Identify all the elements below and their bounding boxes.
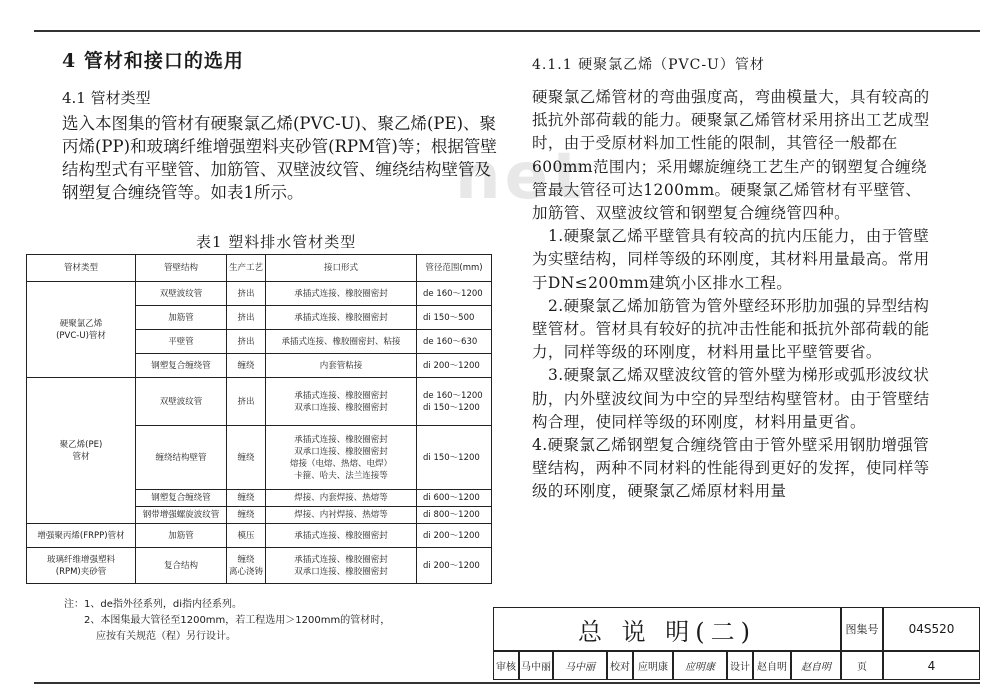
cell-joint: 承插式连接、橡胶圈密封 (266, 306, 417, 330)
cell-structure: 复合结构 (136, 548, 227, 584)
subsection-heading: 4.1 管材类型 (62, 89, 151, 107)
cell-process: 缠绕 (227, 426, 266, 490)
cell-process: 挤出 (227, 282, 266, 306)
reviewer-name: 马中丽 (519, 651, 553, 680)
cell-structure: 缠绕结构壁管 (136, 426, 227, 490)
table-title: 表1 塑料排水管材类型 (196, 233, 357, 251)
cell-range: de 160～630 (417, 330, 492, 354)
checker-signature: 应明康 (673, 651, 727, 680)
cell-structure: 钢塑复合缠绕管 (136, 490, 227, 507)
reviewer-signature: 马中丽 (553, 651, 607, 680)
group-pe: 聚乙烯(PE) 管材 (27, 378, 136, 524)
col-header-range: 管径范围(mm) (417, 255, 492, 282)
table-row (27, 548, 492, 584)
table-row (27, 378, 492, 426)
cell-joint: 承插式连接、橡胶圈密封 (266, 524, 417, 548)
review-label: 审核 (493, 651, 519, 680)
cell-joint: 承插式连接、橡胶圈密封 双承口连接、橡胶圈密封 (266, 548, 417, 584)
cell-structure: 钢带增强螺旋波纹管 (136, 507, 227, 524)
left-column (62, 46, 502, 204)
col-header-structure: 管壁结构 (136, 255, 227, 282)
col-header-type: 管材类型 (27, 255, 136, 282)
table-notes (64, 597, 390, 645)
cell-process: 缠绕 (227, 354, 266, 378)
table-row (27, 282, 492, 306)
col-header-process: 生产工艺 (227, 255, 266, 282)
subsubsection-heading: 4.1.1 硬聚氯乙烯（PVC-U）管材 (532, 57, 765, 73)
body-paragraph: 2.硬聚氯乙烯加筋管为管外壁经环形肋加强的异型结构壁管材。管材具有较好的抗冲击性能和抵抗外部荷载的能力，同样等级的环刚度，材料用量比平壁管要省。 (532, 296, 930, 362)
title-block (493, 607, 980, 680)
cell-process: 缠绕 (227, 507, 266, 524)
cell-range: di 150～1200 (417, 426, 492, 490)
section-heading: 4 管材和接口的选用 (62, 50, 244, 72)
cell-structure: 双壁波纹管 (136, 282, 227, 306)
page-number: 4 (883, 651, 980, 680)
pipe-types-table (26, 254, 492, 584)
cell-range: di 150～500 (417, 306, 492, 330)
drawing-title: 总 说 明(二) (493, 607, 841, 651)
table-row (27, 524, 492, 548)
cell-range: di 200～1200 (417, 548, 492, 584)
designer-signature: 赵自明 (791, 651, 841, 680)
checker-name: 应明康 (633, 651, 673, 680)
cell-structure: 加筋管 (136, 524, 227, 548)
cell-joint: 承插式连接、橡胶圈密封 (266, 282, 417, 306)
cell-range: de 160～1200 di 150～1200 (417, 378, 492, 426)
body-paragraph: 4.硬聚氯乙烯钢塑复合缠绕管由于管外壁采用钢肋增强管壁结构，两种不同材料的性能得到更好的发挥，使同样等级的环刚度，硬聚氯乙烯原材料用量 (532, 436, 930, 501)
designer-name: 赵自明 (753, 651, 791, 680)
note-line: 注：1、de指外径系列，di指内径系列。 (64, 599, 242, 610)
note-line: 2、本图集最大管径至1200mm，若工程选用＞1200mm的管材时， (84, 615, 391, 626)
cell-structure: 钢塑复合缠绕管 (136, 354, 227, 378)
cell-joint: 焊接、内衬焊接、热熔等 (266, 507, 417, 524)
cell-process: 缠绕 离心浇铸 (227, 548, 266, 584)
cell-joint: 承插式连接、橡胶圈密封 双承口连接、橡胶圈密封 熔接（电熔、热熔、电焊） 卡箍、哈夫、法兰连接等 (266, 426, 417, 490)
cell-process: 缠绕 (227, 490, 266, 507)
right-column (532, 54, 932, 504)
cell-joint: 承插式连接、橡胶圈密封、粘接 (266, 330, 417, 354)
group-frpp: 增强聚丙烯(FRPP)管材 (27, 524, 136, 548)
note-line: 应按有关规范（程）另行设计。 (96, 631, 236, 642)
cell-structure: 加筋管 (136, 306, 227, 330)
atlas-number: 04S520 (883, 607, 980, 651)
intro-paragraph: 选入本图集的管材有硬聚氯乙烯(PVC-U)、聚乙烯(PE)、聚丙烯(PP)和玻璃纤维增强塑料夹砂管(RPM管)等；根据管壁结构型式有平壁管、加筋管、双壁波纹管、缠绕结构壁管及钢塑复合缠绕管等。如表1所示。 (62, 114, 497, 202)
cell-range: di 600～1200 (417, 490, 492, 507)
design-label: 设计 (727, 651, 753, 680)
check-label: 校对 (607, 651, 633, 680)
cell-range: di 200～1200 (417, 524, 492, 548)
cell-process: 模压 (227, 524, 266, 548)
cell-process: 挤出 (227, 306, 266, 330)
group-rpm: 玻璃纤维增强塑料 (RPM)夹砂管 (27, 548, 136, 584)
cell-joint: 承插式连接、橡胶圈密封 双承口连接、橡胶圈密封 (266, 378, 417, 426)
cell-range: di 800～1200 (417, 507, 492, 524)
cell-range: di 200～1200 (417, 354, 492, 378)
cell-process: 挤出 (227, 378, 266, 426)
col-header-joint: 接口形式 (266, 255, 417, 282)
cell-structure: 平壁管 (136, 330, 227, 354)
body-paragraph: 硬聚氯乙烯管材的弯曲强度高，弯曲模量大，具有较高的抵抗外部荷载的能力。硬聚氯乙烯管材采用挤出工艺成型时，由于受原材料加工性能的限制，其管径一般都在600mm范围内；采用螺旋缠绕工艺生产的钢塑复合缠绕管最大管径可达1200mm。硬聚氯乙烯管材有平壁管、加筋管、双壁波纹管和钢塑复合缠绕管四种。 (532, 88, 930, 223)
cell-range: de 160～1200 (417, 282, 492, 306)
cell-joint: 焊接、内套焊接、热熔等 (266, 490, 417, 507)
page-label: 页 (841, 651, 883, 680)
body-paragraph: 3.硬聚氯乙烯双壁波纹管的管外壁为梯形或弧形波纹状肋，内外壁波纹间为中空的异型结构壁管材。由于管壁结构合理，使同样等级的环刚度，材料用量更省。 (532, 366, 930, 431)
atlas-label: 图集号 (841, 607, 883, 651)
cell-joint: 内套管粘接 (266, 354, 417, 378)
body-paragraph: 1.硬聚氯乙烯平壁管具有较高的抗内压能力，由于管壁为实壁结构，同样等级的环刚度，其材料用量最高。常用于DN≤200mm建筑小区排水工程。 (532, 227, 930, 292)
cell-process: 挤出 (227, 330, 266, 354)
cell-structure: 双壁波纹管 (136, 378, 227, 426)
group-pvcu: 硬聚氯乙烯 (PVC-U)管材 (27, 282, 136, 378)
watermark: net (455, 140, 587, 214)
